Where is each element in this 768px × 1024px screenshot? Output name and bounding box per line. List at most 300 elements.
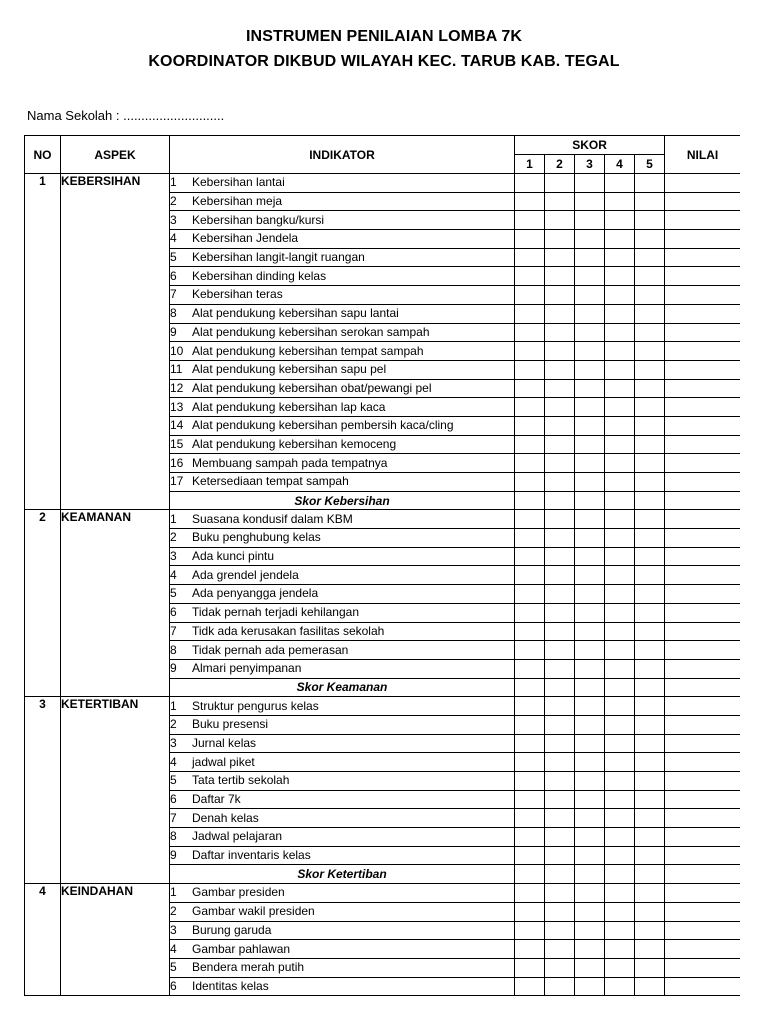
score-input-cell[interactable] [515, 323, 545, 342]
score-input-cell[interactable] [545, 958, 575, 977]
indicator-number: 1 [170, 885, 177, 900]
score-input-cell[interactable] [575, 248, 605, 267]
score-input-cell[interactable] [515, 659, 545, 678]
indicator-cell [170, 846, 515, 865]
indicator-number: 6 [170, 792, 177, 807]
score-input-cell[interactable] [635, 473, 665, 492]
score-input-cell[interactable] [605, 491, 635, 510]
nilai-input-cell[interactable] [665, 790, 740, 809]
score-input-cell[interactable] [575, 603, 605, 622]
score-input-cell[interactable] [515, 360, 545, 379]
score-input-cell[interactable] [635, 790, 665, 809]
score-input-cell[interactable] [635, 977, 665, 996]
score-input-cell[interactable] [515, 192, 545, 211]
indicator-number: 5 [170, 773, 177, 788]
score-input-cell[interactable] [575, 304, 605, 323]
score-input-cell[interactable] [575, 192, 605, 211]
score-input-cell[interactable] [515, 641, 545, 660]
nilai-input-cell[interactable] [665, 379, 740, 398]
nilai-input-cell[interactable] [665, 491, 740, 510]
score-input-cell[interactable] [515, 491, 545, 510]
score-input-cell[interactable] [605, 678, 635, 697]
score-input-cell[interactable] [575, 678, 605, 697]
nilai-input-cell[interactable] [665, 286, 740, 305]
score-input-cell[interactable] [635, 323, 665, 342]
indicator-text: Tata tertib sekolah [192, 773, 290, 788]
score-input-cell[interactable] [545, 734, 575, 753]
score-input-cell[interactable] [575, 547, 605, 566]
indicator-number: 7 [170, 810, 177, 825]
score-input-cell[interactable] [635, 809, 665, 828]
score-input-cell[interactable] [635, 715, 665, 734]
score-input-cell[interactable] [635, 248, 665, 267]
score-input-cell[interactable] [605, 809, 635, 828]
indicator-number: 1 [170, 175, 177, 190]
score-input-cell[interactable] [635, 659, 665, 678]
score-input-cell[interactable] [545, 828, 575, 847]
indicator-number: 8 [170, 829, 177, 844]
score-input-cell[interactable] [515, 828, 545, 847]
score-input-cell[interactable] [635, 510, 665, 529]
score-input-cell[interactable] [575, 884, 605, 903]
nilai-input-cell[interactable] [665, 174, 740, 193]
score-input-cell[interactable] [515, 940, 545, 959]
score-input-cell[interactable] [635, 491, 665, 510]
score-input-cell[interactable] [635, 230, 665, 249]
score-input-cell[interactable] [635, 828, 665, 847]
score-input-cell[interactable] [605, 304, 635, 323]
score-input-cell[interactable] [635, 734, 665, 753]
header-score-level: 3 [575, 155, 605, 174]
score-input-cell[interactable] [545, 230, 575, 249]
score-input-cell[interactable] [575, 977, 605, 996]
score-input-cell[interactable] [575, 379, 605, 398]
score-input-cell[interactable] [605, 473, 635, 492]
score-input-cell[interactable] [635, 865, 665, 884]
nilai-input-cell[interactable] [665, 454, 740, 473]
score-input-cell[interactable] [575, 342, 605, 361]
score-input-cell[interactable] [605, 286, 635, 305]
score-input-cell[interactable] [575, 697, 605, 716]
nilai-input-cell[interactable] [665, 697, 740, 716]
score-input-cell[interactable] [605, 940, 635, 959]
score-input-cell[interactable] [545, 865, 575, 884]
nilai-input-cell[interactable] [665, 416, 740, 435]
score-input-cell[interactable] [545, 697, 575, 716]
score-input-cell[interactable] [575, 641, 605, 660]
title-line-2: KOORDINATOR DIKBUD WILAYAH KEC. TARUB KAB. TEGAL [148, 53, 620, 70]
score-input-cell[interactable] [515, 510, 545, 529]
score-input-cell[interactable] [545, 416, 575, 435]
score-input-cell[interactable] [635, 267, 665, 286]
score-input-cell[interactable] [575, 828, 605, 847]
indicator-text: Ada penyangga jendela [192, 586, 319, 601]
score-input-cell[interactable] [575, 267, 605, 286]
nilai-input-cell[interactable] [665, 715, 740, 734]
score-input-cell[interactable] [605, 342, 635, 361]
score-input-cell[interactable] [635, 454, 665, 473]
nilai-input-cell[interactable] [665, 211, 740, 230]
score-input-cell[interactable] [605, 416, 635, 435]
indicator-text: Kebersihan dinding kelas [192, 268, 327, 283]
nilai-input-cell[interactable] [665, 921, 740, 940]
score-input-cell[interactable] [545, 566, 575, 585]
indicator-cell [170, 435, 515, 454]
score-input-cell[interactable] [635, 342, 665, 361]
nilai-input-cell[interactable] [665, 772, 740, 791]
score-input-cell[interactable] [515, 547, 545, 566]
score-input-cell[interactable] [605, 734, 635, 753]
score-input-cell[interactable] [515, 790, 545, 809]
score-input-cell[interactable] [545, 790, 575, 809]
nilai-input-cell[interactable] [665, 360, 740, 379]
score-input-cell[interactable] [605, 174, 635, 193]
score-input-cell[interactable] [545, 398, 575, 417]
score-input-cell[interactable] [515, 865, 545, 884]
score-input-cell[interactable] [515, 715, 545, 734]
score-input-cell[interactable] [635, 603, 665, 622]
score-input-cell[interactable] [545, 304, 575, 323]
indicator-number: 4 [170, 754, 177, 769]
score-input-cell[interactable] [575, 435, 605, 454]
nilai-input-cell[interactable] [665, 585, 740, 604]
score-input-cell[interactable] [605, 884, 635, 903]
score-input-cell[interactable] [545, 267, 575, 286]
score-input-cell[interactable] [575, 491, 605, 510]
score-input-cell[interactable] [635, 286, 665, 305]
score-input-cell[interactable] [515, 753, 545, 772]
score-input-cell[interactable] [515, 902, 545, 921]
score-input-cell[interactable] [635, 379, 665, 398]
nilai-input-cell[interactable] [665, 828, 740, 847]
nilai-input-cell[interactable] [665, 753, 740, 772]
score-input-cell[interactable] [575, 398, 605, 417]
score-input-cell[interactable] [515, 304, 545, 323]
score-input-cell[interactable] [515, 884, 545, 903]
indicator-cell [170, 342, 515, 361]
score-input-cell[interactable] [605, 360, 635, 379]
score-input-cell[interactable] [575, 323, 605, 342]
score-input-cell[interactable] [545, 360, 575, 379]
nilai-input-cell[interactable] [665, 230, 740, 249]
score-input-cell[interactable] [515, 473, 545, 492]
score-input-cell[interactable] [605, 828, 635, 847]
nilai-input-cell[interactable] [665, 958, 740, 977]
indicator-text: Kebersihan langit-langit ruangan [192, 250, 365, 265]
aspect-number: 2 [25, 510, 61, 697]
score-input-cell[interactable] [545, 174, 575, 193]
score-input-cell[interactable] [605, 921, 635, 940]
score-input-cell[interactable] [545, 454, 575, 473]
score-input-cell[interactable] [635, 211, 665, 230]
score-input-cell[interactable] [605, 753, 635, 772]
score-input-cell[interactable] [575, 958, 605, 977]
nilai-input-cell[interactable] [665, 641, 740, 660]
score-input-cell[interactable] [515, 379, 545, 398]
score-input-cell[interactable] [635, 940, 665, 959]
score-input-cell[interactable] [545, 547, 575, 566]
score-input-cell[interactable] [515, 454, 545, 473]
score-input-cell[interactable] [515, 286, 545, 305]
score-input-cell[interactable] [575, 510, 605, 529]
score-input-cell[interactable] [605, 230, 635, 249]
score-input-cell[interactable] [515, 566, 545, 585]
score-input-cell[interactable] [575, 174, 605, 193]
score-input-cell[interactable] [545, 809, 575, 828]
nilai-input-cell[interactable] [665, 323, 740, 342]
score-input-cell[interactable] [545, 323, 575, 342]
score-input-cell[interactable] [575, 715, 605, 734]
score-input-cell[interactable] [605, 398, 635, 417]
score-input-cell[interactable] [635, 174, 665, 193]
score-input-cell[interactable] [635, 641, 665, 660]
score-input-cell[interactable] [575, 416, 605, 435]
score-input-cell[interactable] [605, 772, 635, 791]
score-input-cell[interactable] [515, 603, 545, 622]
score-input-cell[interactable] [545, 529, 575, 548]
nilai-input-cell[interactable] [665, 473, 740, 492]
score-input-cell[interactable] [605, 323, 635, 342]
indicator-cell [170, 697, 515, 716]
score-input-cell[interactable] [545, 977, 575, 996]
indicator-text: Kebersihan meja [192, 194, 283, 209]
indicator-row [25, 174, 741, 193]
score-input-cell[interactable] [635, 697, 665, 716]
score-input-cell[interactable] [605, 659, 635, 678]
nilai-input-cell[interactable] [665, 734, 740, 753]
score-input-cell[interactable] [515, 622, 545, 641]
score-input-cell[interactable] [545, 641, 575, 660]
score-input-cell[interactable] [545, 846, 575, 865]
nilai-input-cell[interactable] [665, 940, 740, 959]
score-input-cell[interactable] [575, 753, 605, 772]
score-input-cell[interactable] [575, 622, 605, 641]
nilai-input-cell[interactable] [665, 547, 740, 566]
nilai-input-cell[interactable] [665, 248, 740, 267]
score-input-cell[interactable] [605, 697, 635, 716]
nilai-input-cell[interactable] [665, 622, 740, 641]
score-input-cell[interactable] [515, 921, 545, 940]
score-input-cell[interactable] [545, 902, 575, 921]
nilai-input-cell[interactable] [665, 603, 740, 622]
header-indikator: INDIKATOR [170, 136, 515, 174]
score-input-cell[interactable] [575, 360, 605, 379]
score-input-cell[interactable] [605, 622, 635, 641]
nilai-input-cell[interactable] [665, 977, 740, 996]
score-input-cell[interactable] [575, 921, 605, 940]
score-input-cell[interactable] [605, 248, 635, 267]
score-input-cell[interactable] [515, 248, 545, 267]
nilai-input-cell[interactable] [665, 659, 740, 678]
score-input-cell[interactable] [545, 192, 575, 211]
score-input-cell[interactable] [575, 473, 605, 492]
score-input-cell[interactable] [575, 772, 605, 791]
score-input-cell[interactable] [635, 416, 665, 435]
nilai-input-cell[interactable] [665, 865, 740, 884]
indicator-text: Ada kunci pintu [192, 549, 275, 564]
score-input-cell[interactable] [575, 940, 605, 959]
score-input-cell[interactable] [605, 715, 635, 734]
score-input-cell[interactable] [575, 790, 605, 809]
score-input-cell[interactable] [545, 678, 575, 697]
score-input-cell[interactable] [545, 211, 575, 230]
score-input-cell[interactable] [515, 772, 545, 791]
score-input-cell[interactable] [635, 547, 665, 566]
score-input-cell[interactable] [545, 379, 575, 398]
score-input-cell[interactable] [545, 753, 575, 772]
score-input-cell[interactable] [635, 884, 665, 903]
score-input-cell[interactable] [605, 641, 635, 660]
score-input-cell[interactable] [575, 529, 605, 548]
indicator-cell [170, 360, 515, 379]
score-input-cell[interactable] [635, 398, 665, 417]
score-input-cell[interactable] [575, 454, 605, 473]
score-input-cell[interactable] [515, 678, 545, 697]
indicator-text: Tidak pernah ada pemerasan [192, 642, 349, 657]
indicator-text: Buku presensi [192, 717, 269, 732]
score-input-cell[interactable] [575, 734, 605, 753]
score-input-cell[interactable] [515, 809, 545, 828]
score-input-cell[interactable] [605, 211, 635, 230]
score-input-cell[interactable] [605, 529, 635, 548]
score-input-cell[interactable] [545, 921, 575, 940]
score-input-cell[interactable] [545, 772, 575, 791]
indicator-cell [170, 211, 515, 230]
score-input-cell[interactable] [575, 809, 605, 828]
indicator-text: Alat pendukung kebersihan pembersih kaca/cling [192, 418, 454, 433]
nilai-input-cell[interactable] [665, 678, 740, 697]
score-input-cell[interactable] [515, 585, 545, 604]
nilai-input-cell[interactable] [665, 342, 740, 361]
score-input-cell[interactable] [575, 659, 605, 678]
indicator-text: Alat pendukung kebersihan lap kaca [192, 399, 386, 414]
score-input-cell[interactable] [605, 902, 635, 921]
score-input-cell[interactable] [605, 603, 635, 622]
score-input-cell[interactable] [545, 715, 575, 734]
score-input-cell[interactable] [635, 772, 665, 791]
score-input-cell[interactable] [545, 603, 575, 622]
score-input-cell[interactable] [635, 753, 665, 772]
score-input-cell[interactable] [545, 473, 575, 492]
score-input-cell[interactable] [515, 846, 545, 865]
score-input-cell[interactable] [605, 566, 635, 585]
nilai-input-cell[interactable] [665, 846, 740, 865]
score-input-cell[interactable] [605, 790, 635, 809]
nilai-input-cell[interactable] [665, 267, 740, 286]
score-input-cell[interactable] [635, 921, 665, 940]
score-input-cell[interactable] [575, 846, 605, 865]
score-input-cell[interactable] [635, 846, 665, 865]
indicator-text: Burung garuda [192, 922, 272, 937]
nilai-input-cell[interactable] [665, 902, 740, 921]
score-input-cell[interactable] [545, 286, 575, 305]
score-input-cell[interactable] [605, 267, 635, 286]
nilai-input-cell[interactable] [665, 529, 740, 548]
score-input-cell[interactable] [515, 174, 545, 193]
nilai-input-cell[interactable] [665, 809, 740, 828]
subtotal-label: Skor Ketertiban [170, 865, 515, 884]
score-input-cell[interactable] [605, 958, 635, 977]
score-input-cell[interactable] [605, 454, 635, 473]
score-input-cell[interactable] [575, 902, 605, 921]
score-input-cell[interactable] [605, 379, 635, 398]
score-input-cell[interactable] [635, 435, 665, 454]
score-input-cell[interactable] [545, 884, 575, 903]
nilai-input-cell[interactable] [665, 398, 740, 417]
score-input-cell[interactable] [575, 230, 605, 249]
score-table [24, 135, 740, 996]
score-input-cell[interactable] [575, 566, 605, 585]
indicator-cell [170, 192, 515, 211]
nilai-input-cell[interactable] [665, 304, 740, 323]
nilai-input-cell[interactable] [665, 884, 740, 903]
indicator-text: Alat pendukung kebersihan obat/pewangi pel [192, 380, 432, 395]
score-input-cell[interactable] [545, 585, 575, 604]
score-input-cell[interactable] [515, 958, 545, 977]
score-input-cell[interactable] [545, 940, 575, 959]
nilai-input-cell[interactable] [665, 435, 740, 454]
score-input-cell[interactable] [635, 622, 665, 641]
indicator-cell [170, 622, 515, 641]
score-input-cell[interactable] [635, 192, 665, 211]
score-input-cell[interactable] [515, 977, 545, 996]
score-input-cell[interactable] [635, 360, 665, 379]
indicator-cell [170, 510, 515, 529]
score-input-cell[interactable] [545, 491, 575, 510]
nilai-input-cell[interactable] [665, 510, 740, 529]
score-input-cell[interactable] [605, 192, 635, 211]
score-input-cell[interactable] [575, 286, 605, 305]
score-input-cell[interactable] [545, 248, 575, 267]
score-input-cell[interactable] [605, 585, 635, 604]
score-input-cell[interactable] [635, 566, 665, 585]
score-input-cell[interactable] [515, 734, 545, 753]
score-input-cell[interactable] [545, 435, 575, 454]
score-input-cell[interactable] [635, 678, 665, 697]
score-input-cell[interactable] [605, 846, 635, 865]
score-input-cell[interactable] [605, 977, 635, 996]
nilai-input-cell[interactable] [665, 192, 740, 211]
score-input-cell[interactable] [515, 697, 545, 716]
score-input-cell[interactable] [575, 585, 605, 604]
score-input-cell[interactable] [545, 510, 575, 529]
score-input-cell[interactable] [605, 510, 635, 529]
score-input-cell[interactable] [605, 865, 635, 884]
score-input-cell[interactable] [515, 230, 545, 249]
score-input-cell[interactable] [575, 211, 605, 230]
score-input-cell[interactable] [515, 435, 545, 454]
score-input-cell[interactable] [515, 398, 545, 417]
score-input-cell[interactable] [515, 211, 545, 230]
header-no: NO [25, 136, 61, 174]
score-input-cell[interactable] [635, 585, 665, 604]
score-input-cell[interactable] [635, 304, 665, 323]
score-input-cell[interactable] [635, 529, 665, 548]
score-input-cell[interactable] [635, 902, 665, 921]
score-input-cell[interactable] [545, 659, 575, 678]
score-input-cell[interactable] [545, 342, 575, 361]
score-input-cell[interactable] [635, 958, 665, 977]
score-input-cell[interactable] [605, 547, 635, 566]
nilai-input-cell[interactable] [665, 566, 740, 585]
score-input-cell[interactable] [605, 435, 635, 454]
score-input-cell[interactable] [575, 865, 605, 884]
score-input-cell[interactable] [545, 622, 575, 641]
score-input-cell[interactable] [515, 529, 545, 548]
score-input-cell[interactable] [515, 342, 545, 361]
score-input-cell[interactable] [515, 416, 545, 435]
score-input-cell[interactable] [515, 267, 545, 286]
